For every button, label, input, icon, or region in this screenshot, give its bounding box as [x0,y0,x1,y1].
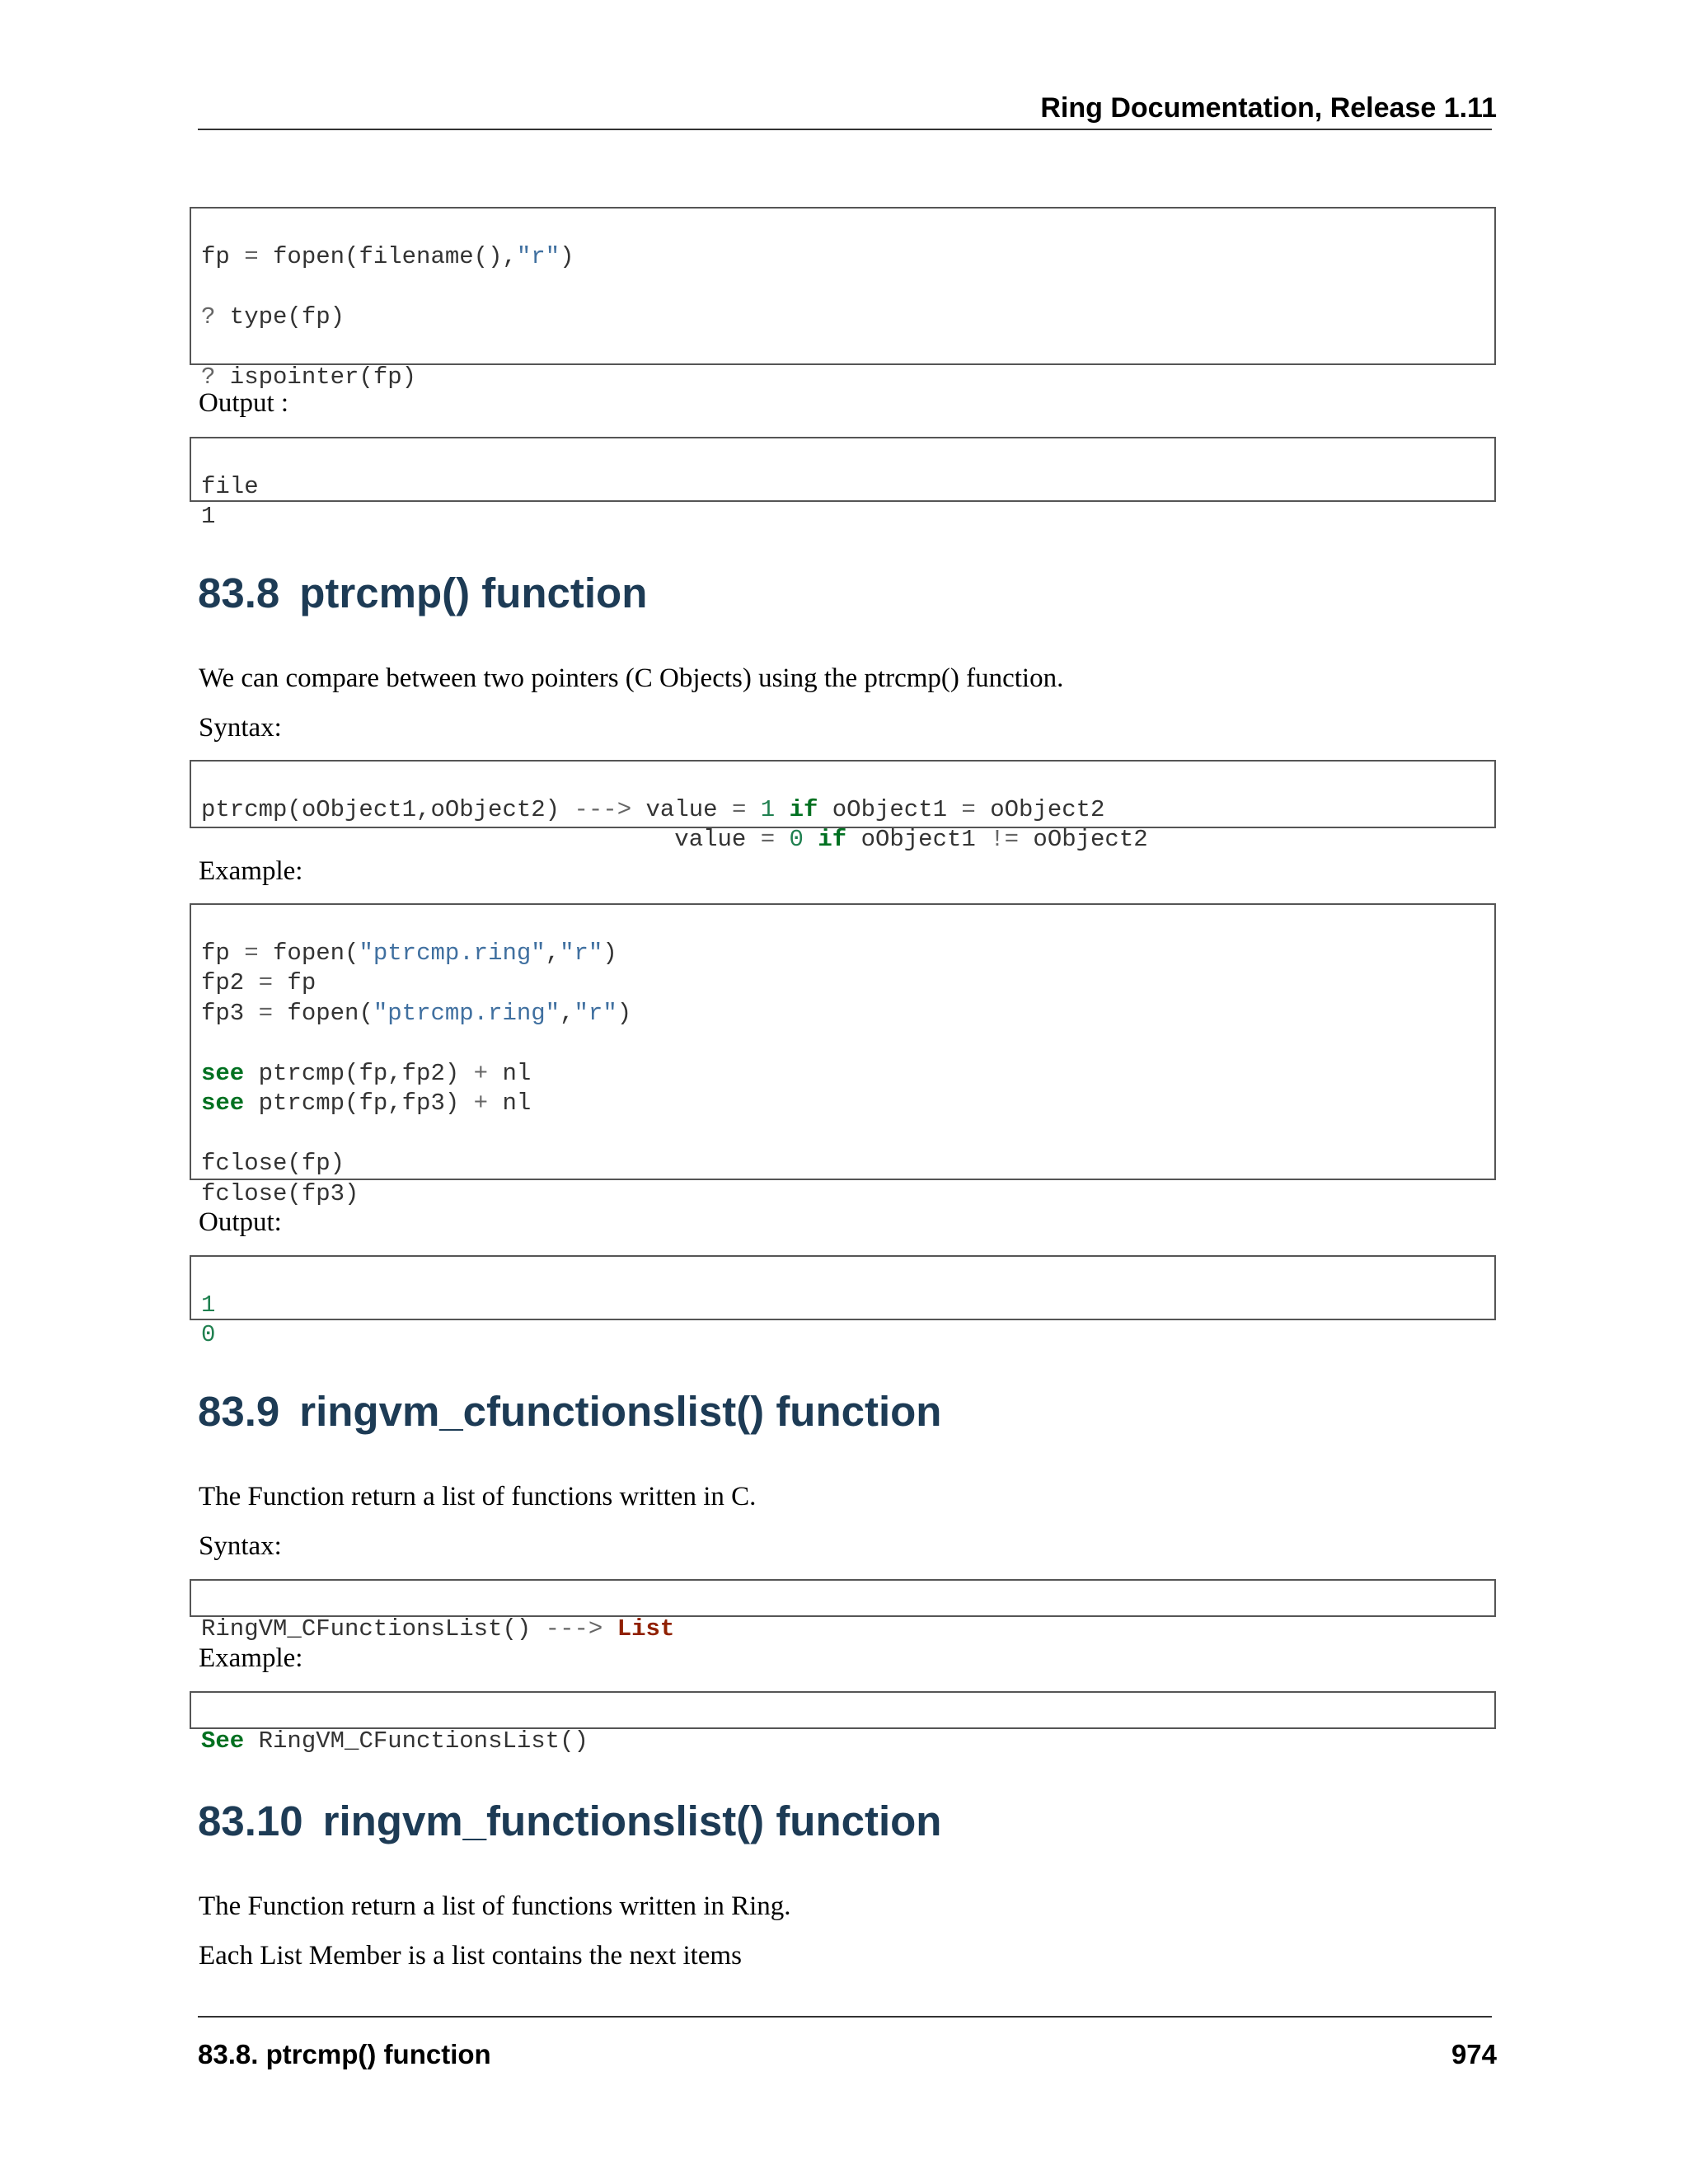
output-label: Output: [199,1207,282,1237]
code-line: fp3 = fopen("ptrcmp.ring","r") [201,999,632,1027]
section-heading-83-10: 83.10 ringvm_functionslist() function [198,1797,942,1844]
section-intro: We can compare between two pointers (C Objects) using the ptrcmp() function. [199,663,1064,693]
code-line: fclose(fp) [201,1150,345,1177]
footer-section-name: 83.8. ptrcmp() function [198,2039,491,2069]
code-line: fclose(fp3) [201,1179,359,1207]
syntax-label: Syntax: [199,713,282,743]
section-intro-2: Each List Member is a list contains the next items [199,1941,742,1971]
example-code-block [190,1691,1496,1755]
code-block-type-example [190,207,1496,391]
section-intro: The Function return a list of functions written in Ring. [199,1891,791,1921]
code-line: fp2 = fp [201,969,316,996]
section-heading-83-9: 83.9 ringvm_cfunctionslist() function [198,1388,942,1435]
example-label: Example: [199,856,303,886]
running-header-title: Ring Documentation, Release 1.11 [1040,92,1497,124]
header-rule [198,129,1492,130]
syntax-block [190,1579,1496,1643]
code-line: RingVM_CFunctionsList() ---> List [201,1615,675,1643]
section-intro: The Function return a list of functions written in C. [199,1482,757,1511]
code-line: ptrcmp(oObject1,oObject2) ---> value = 1 if oObject1 = oObject2 [201,795,1105,823]
code-line: See RingVM_CFunctionsList() [201,1727,588,1755]
section-heading-83-8: 83.8 ptrcmp() function [198,569,648,616]
code-line: value = 0 if oObject1 != oObject2 [645,826,1148,853]
example-code-block [190,903,1496,1207]
output-block: file 1 [190,437,1496,502]
code-line: fp = fopen("ptrcmp.ring","r") [201,939,617,967]
code-line: fp = fopen(filename(),"r") [201,242,574,270]
example-label: Example: [199,1643,303,1673]
footer-rule [198,2016,1492,2018]
code-line: ? type(fp) [201,302,345,330]
syntax-block [190,760,1496,853]
syntax-label: Syntax: [199,1531,282,1561]
page-number: 974 [1451,2039,1497,2069]
code-line: ? ispointer(fp) [201,363,417,391]
output-label: Output : [199,388,289,418]
output-block: 1 0 [190,1255,1496,1320]
code-line: see ptrcmp(fp,fp2) + nl [201,1059,532,1087]
code-line: see ptrcmp(fp,fp3) + nl [201,1090,532,1117]
